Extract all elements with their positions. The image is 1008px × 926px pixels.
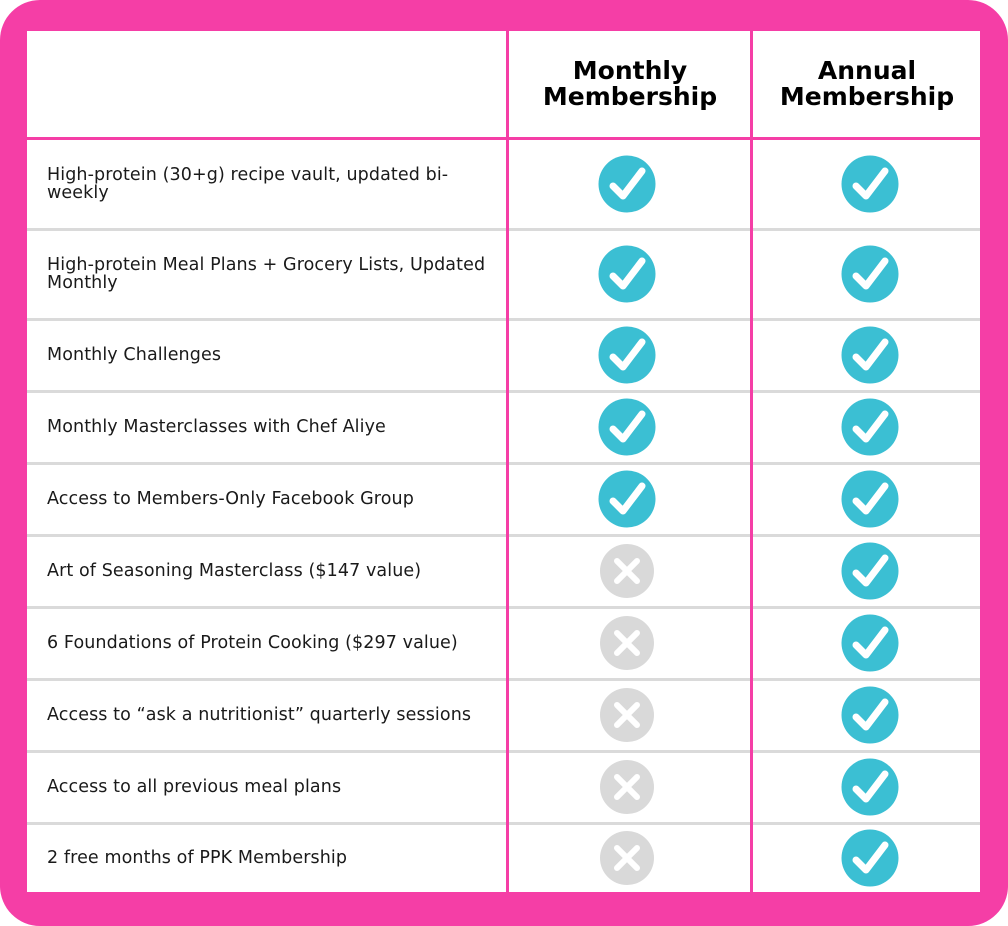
check-icon [841,614,899,672]
header-annual-membership [754,31,980,137]
check-icon [841,758,899,816]
header-feature-cell [27,31,507,137]
column-divider-1 [506,31,509,892]
table-row [27,140,980,228]
feature-label: Monthly Challenges [47,345,222,365]
header-monthly-line2: Membership [542,82,718,111]
check-icon [598,245,656,303]
header-row [27,31,980,137]
table-row [27,608,980,678]
header-annual-line1: Annual [817,56,917,85]
check-icon [841,245,899,303]
feature-label: Access to “ask a nutritionist” quarterly sessions [47,705,472,725]
table-row [27,464,980,534]
check-icon [598,326,656,384]
column-divider-2 [750,31,753,892]
header-monthly-line1: Monthly [572,56,688,85]
check-icon [598,155,656,213]
table-row [27,536,980,606]
header-monthly-membership [509,31,751,137]
header-annual-line2: Membership [779,82,955,111]
table-row [27,320,980,390]
table-row [27,230,980,318]
cross-icon [598,758,656,816]
feature-label: High-protein Meal Plans + Grocery Lists, Updated Monthly [47,255,486,293]
feature-label: Access to all previous meal plans [47,777,342,797]
table-row [27,680,980,750]
check-icon [841,542,899,600]
check-icon [598,398,656,456]
feature-label: 6 Foundations of Protein Cooking ($297 value) [47,633,458,653]
table-row [27,392,980,462]
check-icon [841,398,899,456]
check-icon [841,155,899,213]
cross-icon [598,829,656,887]
feature-label: 2 free months of PPK Membership [47,848,348,868]
check-icon [841,326,899,384]
cross-icon [598,542,656,600]
feature-label: Monthly Masterclasses with Chef Aliye [47,417,386,437]
check-icon [841,686,899,744]
check-icon [841,470,899,528]
feature-label: Access to Members-Only Facebook Group [47,489,414,509]
table-row [27,824,980,892]
feature-label: High-protein (30+g) recipe vault, updated bi-weekly [47,165,449,203]
check-icon [841,829,899,887]
table-row [27,752,980,822]
comparison-table [27,31,980,892]
cross-icon [598,614,656,672]
cross-icon [598,686,656,744]
feature-label: Art of Seasoning Masterclass ($147 value) [47,561,422,581]
check-icon [598,470,656,528]
